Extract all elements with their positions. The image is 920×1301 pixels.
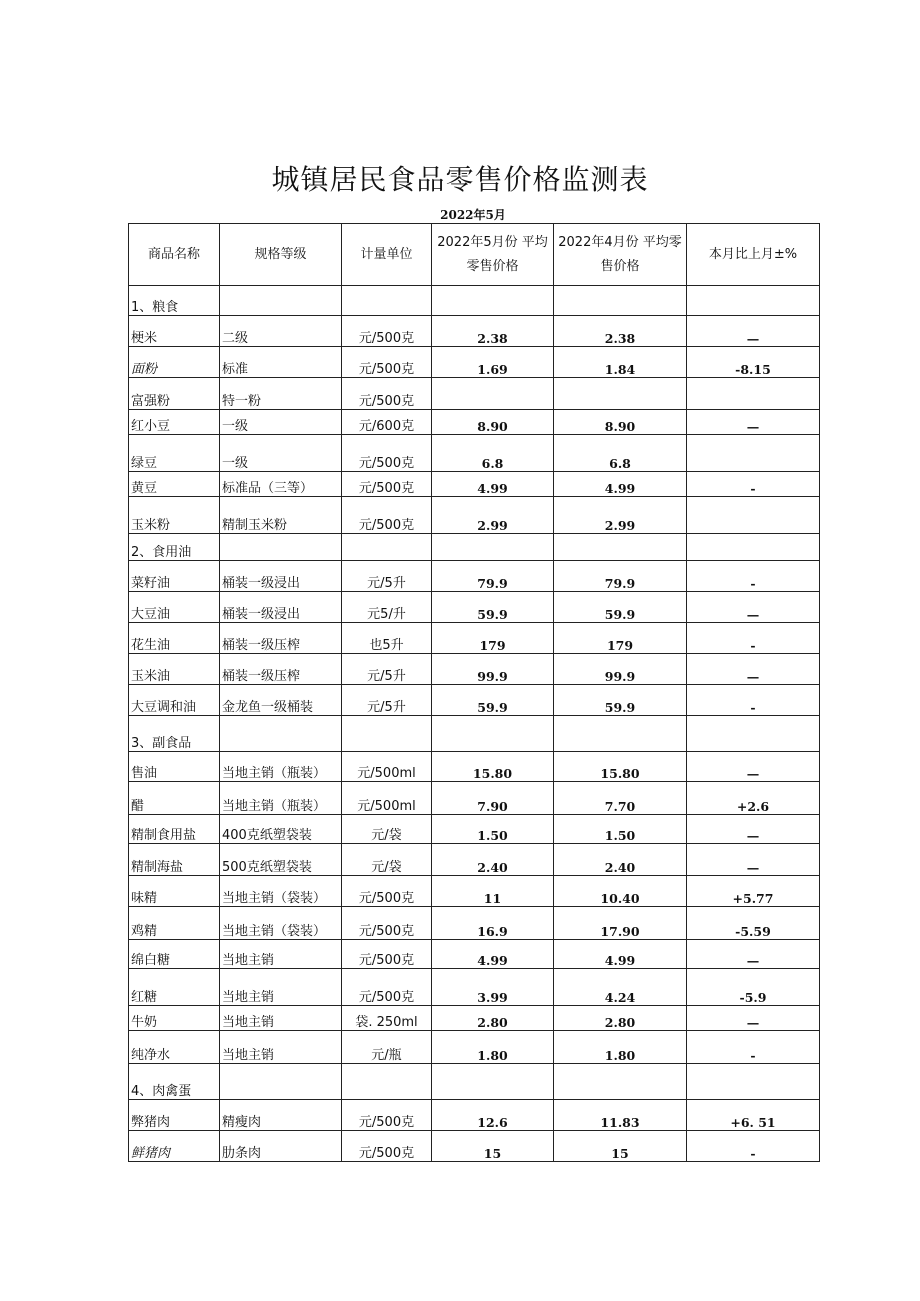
item-name: 醋 [129, 782, 220, 815]
item-spec: 当地主销 [220, 1031, 342, 1064]
item-name: 花生油 [129, 623, 220, 654]
item-unit: 元/500克 [342, 1131, 432, 1162]
table-row [129, 1131, 820, 1162]
item-name: 精制海盐 [129, 844, 220, 876]
category-label: 2、食用油 [129, 534, 220, 561]
item-spec: 当地主销（瓶装） [220, 752, 342, 782]
item-unit: 元/500克 [342, 876, 432, 907]
may-price: 2.38 [432, 316, 554, 347]
category-label: 3、副食品 [129, 716, 220, 752]
item-unit: 元/500克 [342, 940, 432, 969]
apr-price: 2.80 [554, 1006, 687, 1031]
item-unit: 元/500克 [342, 1100, 432, 1131]
category-row [129, 716, 820, 752]
table-row [129, 561, 820, 592]
item-name: 玉米粉 [129, 497, 220, 534]
item-spec: 当地主销（瓶装） [220, 782, 342, 815]
apr-price: 99.9 [554, 654, 687, 685]
table-row [129, 685, 820, 716]
header-may-price: 2022年5月份 平均零售价格 [432, 224, 554, 286]
table-row [129, 844, 820, 876]
item-name: 精制食用盐 [129, 815, 220, 844]
item-name: 纯净水 [129, 1031, 220, 1064]
table-row [129, 497, 820, 534]
apr-price: 2.99 [554, 497, 687, 534]
header-name: 商品名称 [129, 224, 220, 286]
empty-cell [432, 1064, 554, 1100]
table-row [129, 940, 820, 969]
apr-price: 59.9 [554, 592, 687, 623]
item-name: 玉米油 [129, 654, 220, 685]
empty-cell [687, 534, 820, 561]
item-spec: 标准品（三等） [220, 472, 342, 497]
table-row [129, 1006, 820, 1031]
item-name: 富强粉 [129, 378, 220, 410]
item-name: 绿豆 [129, 435, 220, 472]
category-row [129, 286, 820, 316]
empty-cell [220, 534, 342, 561]
item-spec: 桶装一级压榨 [220, 623, 342, 654]
item-unit: 元/500克 [342, 347, 432, 378]
price-change: — [687, 844, 820, 876]
may-price: 11 [432, 876, 554, 907]
item-unit: 元/500克 [342, 472, 432, 497]
header-row [129, 224, 820, 286]
price-change: — [687, 592, 820, 623]
item-spec: 金龙鱼一级桶装 [220, 685, 342, 716]
may-price: 15.80 [432, 752, 554, 782]
item-name: 大豆调和油 [129, 685, 220, 716]
table-row [129, 876, 820, 907]
table-body [129, 286, 820, 1162]
page-title: 城镇居民食品零售价格监测表 [271, 163, 649, 196]
item-spec: 精制玉米粉 [220, 497, 342, 534]
report-date: 2022年5月 [440, 208, 506, 222]
item-spec: 桶装一级浸出 [220, 561, 342, 592]
table-row [129, 410, 820, 435]
apr-price: 7.70 [554, 782, 687, 815]
item-unit: 元/500克 [342, 435, 432, 472]
apr-price: 6.8 [554, 435, 687, 472]
apr-price: 179 [554, 623, 687, 654]
item-spec: 当地主销 [220, 940, 342, 969]
apr-price: 1.80 [554, 1031, 687, 1064]
header-unit: 计量单位 [342, 224, 432, 286]
price-change: -5.9 [687, 969, 820, 1006]
price-change: — [687, 752, 820, 782]
item-name: 黄豆 [129, 472, 220, 497]
apr-price: 15.80 [554, 752, 687, 782]
empty-cell [432, 716, 554, 752]
may-price [432, 378, 554, 410]
item-unit: 也5升 [342, 623, 432, 654]
price-table [128, 223, 820, 1162]
table-row [129, 969, 820, 1006]
category-row [129, 1064, 820, 1100]
may-price: 1.80 [432, 1031, 554, 1064]
header-spec: 规格等级 [220, 224, 342, 286]
price-change: -8.15 [687, 347, 820, 378]
apr-price: 1.84 [554, 347, 687, 378]
table-row [129, 654, 820, 685]
table-row [129, 623, 820, 654]
item-name: 售油 [129, 752, 220, 782]
item-unit: 元/5升 [342, 654, 432, 685]
price-change: - [687, 685, 820, 716]
item-spec: 400克纸塑袋装 [220, 815, 342, 844]
item-name: 味精 [129, 876, 220, 907]
item-name: 梗米 [129, 316, 220, 347]
item-spec: 当地主销 [220, 969, 342, 1006]
item-unit: 元/瓶 [342, 1031, 432, 1064]
may-price: 4.99 [432, 940, 554, 969]
price-change: - [687, 472, 820, 497]
item-spec: 精瘦肉 [220, 1100, 342, 1131]
item-name: 红糖 [129, 969, 220, 1006]
empty-cell [687, 1064, 820, 1100]
item-spec: 当地主销 [220, 1006, 342, 1031]
table-row [129, 752, 820, 782]
price-change: — [687, 410, 820, 435]
item-name: 鸡精 [129, 907, 220, 940]
item-spec: 肋条肉 [220, 1131, 342, 1162]
item-spec: 标准 [220, 347, 342, 378]
item-unit: 元/500克 [342, 907, 432, 940]
price-change: - [687, 1131, 820, 1162]
empty-cell [342, 534, 432, 561]
category-label: 4、肉禽蛋 [129, 1064, 220, 1100]
table-row [129, 316, 820, 347]
price-change: -5.59 [687, 907, 820, 940]
price-change: +6. 51 [687, 1100, 820, 1131]
item-name: 绵白糖 [129, 940, 220, 969]
may-price: 2.99 [432, 497, 554, 534]
price-change: - [687, 561, 820, 592]
item-unit: 元/5升 [342, 561, 432, 592]
may-price: 99.9 [432, 654, 554, 685]
may-price: 1.50 [432, 815, 554, 844]
price-change: +2.6 [687, 782, 820, 815]
table-row [129, 1100, 820, 1131]
apr-price: 2.40 [554, 844, 687, 876]
price-change: — [687, 1006, 820, 1031]
may-price: 2.40 [432, 844, 554, 876]
price-change [687, 497, 820, 534]
may-price: 2.80 [432, 1006, 554, 1031]
apr-price [554, 378, 687, 410]
price-change: — [687, 940, 820, 969]
item-name: 红小豆 [129, 410, 220, 435]
empty-cell [432, 286, 554, 316]
may-price: 179 [432, 623, 554, 654]
empty-cell [687, 286, 820, 316]
empty-cell [220, 716, 342, 752]
item-unit: 元/5升 [342, 685, 432, 716]
apr-price: 59.9 [554, 685, 687, 716]
item-unit: 元/袋 [342, 844, 432, 876]
price-change: - [687, 623, 820, 654]
item-spec: 500克纸塑袋装 [220, 844, 342, 876]
apr-price: 1.50 [554, 815, 687, 844]
item-name: 牛奶 [129, 1006, 220, 1031]
category-label: 1、粮食 [129, 286, 220, 316]
item-unit: 元5/升 [342, 592, 432, 623]
apr-price: 15 [554, 1131, 687, 1162]
item-spec: 桶装一级浸出 [220, 592, 342, 623]
item-unit: 元/500克 [342, 969, 432, 1006]
apr-price: 17.90 [554, 907, 687, 940]
may-price: 12.6 [432, 1100, 554, 1131]
header-apr-price: 2022年4月份 平均零售价格 [554, 224, 687, 286]
table-row [129, 592, 820, 623]
item-unit: 元/500克 [342, 497, 432, 534]
apr-price: 79.9 [554, 561, 687, 592]
may-price: 8.90 [432, 410, 554, 435]
item-name: 菜籽油 [129, 561, 220, 592]
may-price: 6.8 [432, 435, 554, 472]
table-row [129, 907, 820, 940]
item-unit: 元/600克 [342, 410, 432, 435]
item-spec: 当地主销（袋装） [220, 876, 342, 907]
may-price: 16.9 [432, 907, 554, 940]
table-row [129, 1031, 820, 1064]
item-unit: 元/袋 [342, 815, 432, 844]
empty-cell [220, 286, 342, 316]
table-row [129, 815, 820, 844]
table-row [129, 378, 820, 410]
apr-price: 4.24 [554, 969, 687, 1006]
apr-price: 11.83 [554, 1100, 687, 1131]
empty-cell [554, 1064, 687, 1100]
table-row [129, 347, 820, 378]
item-unit: 袋. 250ml [342, 1006, 432, 1031]
item-spec: 一级 [220, 435, 342, 472]
header-change: 本月比上月±% [687, 224, 820, 286]
empty-cell [342, 1064, 432, 1100]
apr-price: 4.99 [554, 472, 687, 497]
apr-price: 2.38 [554, 316, 687, 347]
category-row [129, 534, 820, 561]
may-price: 1.69 [432, 347, 554, 378]
item-name: 大豆油 [129, 592, 220, 623]
empty-cell [432, 534, 554, 561]
may-price: 79.9 [432, 561, 554, 592]
empty-cell [554, 716, 687, 752]
item-unit: 元/500ml [342, 782, 432, 815]
may-price: 59.9 [432, 592, 554, 623]
item-spec: 一级 [220, 410, 342, 435]
table-row [129, 472, 820, 497]
may-price: 7.90 [432, 782, 554, 815]
item-spec: 特一粉 [220, 378, 342, 410]
item-unit: 元/500克 [342, 378, 432, 410]
price-change: — [687, 316, 820, 347]
item-spec: 桶装一级压榨 [220, 654, 342, 685]
empty-cell [554, 534, 687, 561]
price-change: — [687, 654, 820, 685]
apr-price: 4.99 [554, 940, 687, 969]
item-name: 弊猪肉 [129, 1100, 220, 1131]
item-spec: 当地主销（袋装） [220, 907, 342, 940]
apr-price: 8.90 [554, 410, 687, 435]
may-price: 3.99 [432, 969, 554, 1006]
item-name: 面粉 [129, 347, 220, 378]
apr-price: 10.40 [554, 876, 687, 907]
empty-cell [554, 286, 687, 316]
price-change: — [687, 815, 820, 844]
price-change [687, 378, 820, 410]
may-price: 15 [432, 1131, 554, 1162]
item-name: 鲜猪肉 [129, 1131, 220, 1162]
item-unit: 元/500ml [342, 752, 432, 782]
empty-cell [687, 716, 820, 752]
empty-cell [342, 286, 432, 316]
price-change [687, 435, 820, 472]
price-change: +5.77 [687, 876, 820, 907]
item-spec: 二级 [220, 316, 342, 347]
price-change: - [687, 1031, 820, 1064]
item-unit: 元/500克 [342, 316, 432, 347]
may-price: 59.9 [432, 685, 554, 716]
table-row [129, 782, 820, 815]
empty-cell [342, 716, 432, 752]
empty-cell [220, 1064, 342, 1100]
may-price: 4.99 [432, 472, 554, 497]
table-row [129, 435, 820, 472]
